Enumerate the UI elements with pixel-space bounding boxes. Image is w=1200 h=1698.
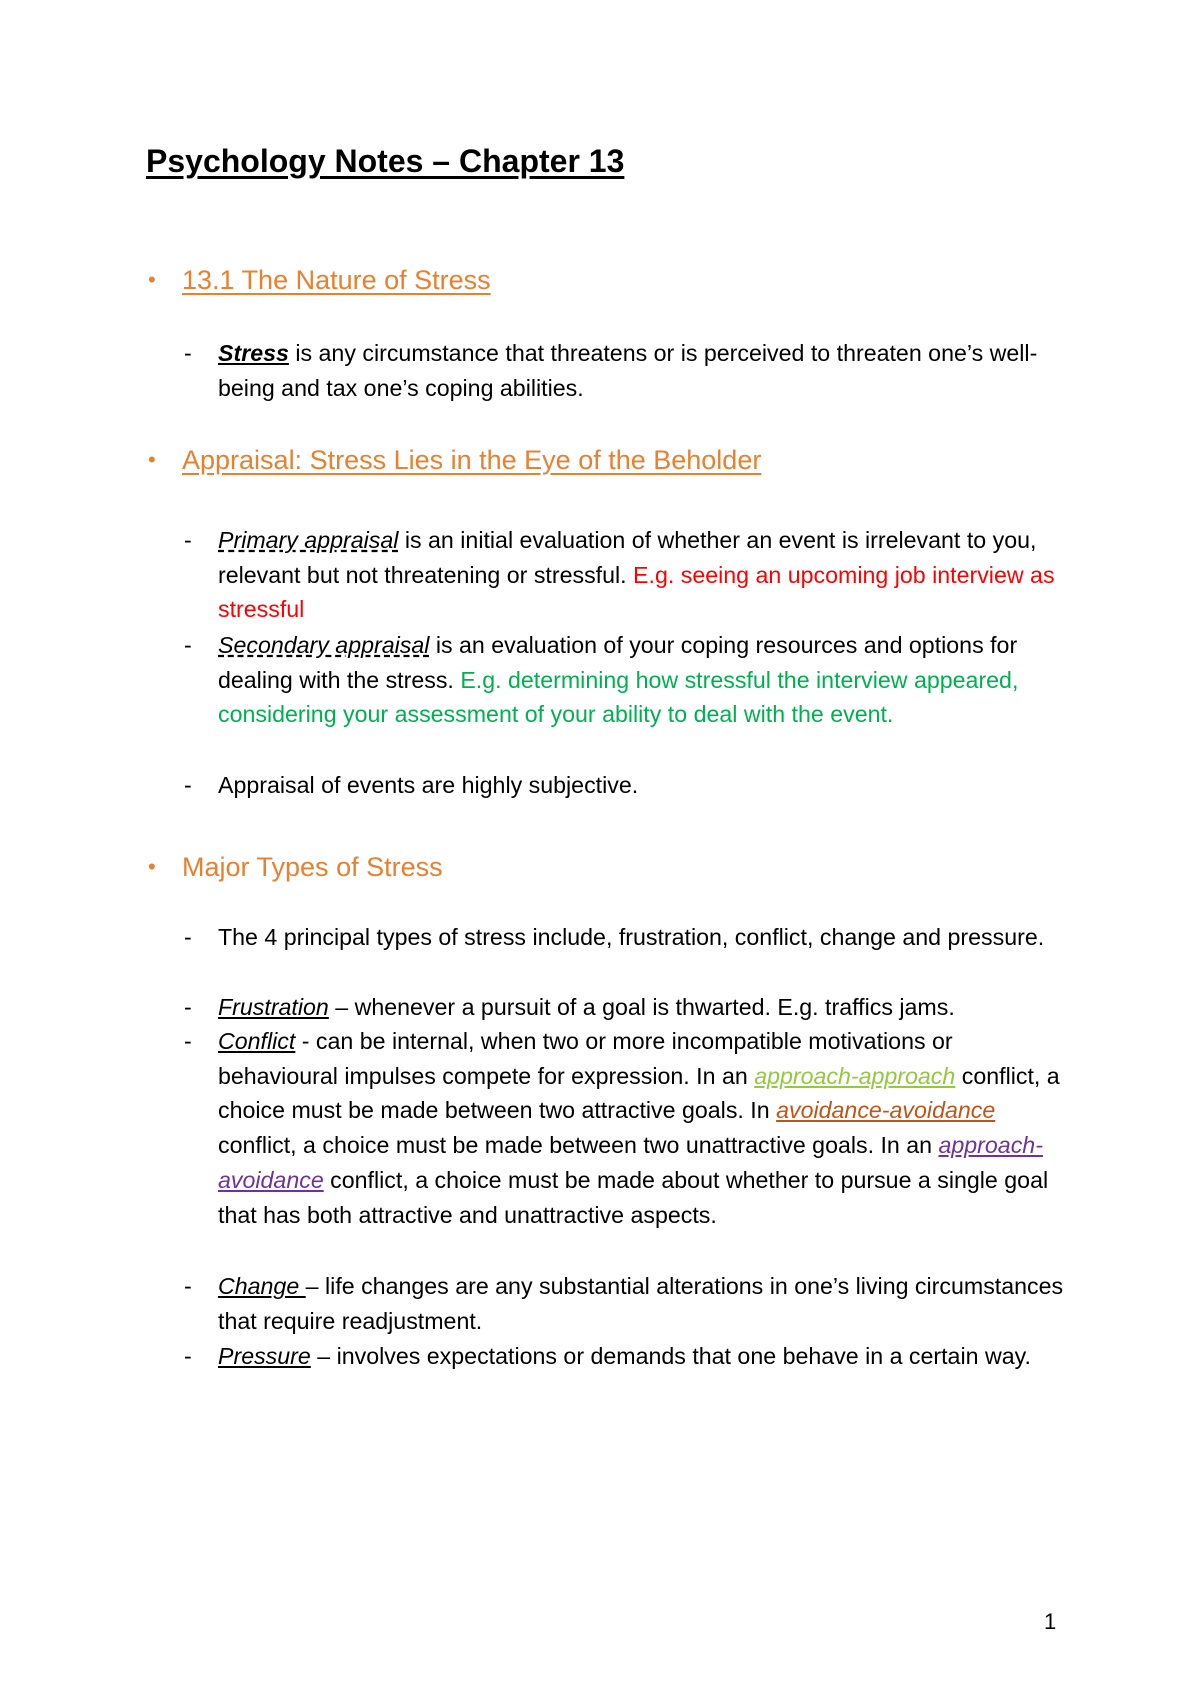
item-text: – involves expectations or demands that one behave in a certain way. <box>310 1343 1031 1369</box>
term-avoidance-avoidance: avoidance-avoidance <box>776 1097 996 1124</box>
term-frustration: Frustration <box>218 994 329 1020</box>
item-text: – whenever a pursuit of a goal is thwarted. E.g. traffics jams. <box>328 994 955 1020</box>
item-text: conflict, a choice must be made about whether to pursue a single goal that has both attractive and unattractive aspects. <box>218 1166 1049 1228</box>
list-item-frustration <box>184 990 1078 1025</box>
item-text: is an initial evaluation of whether an event is irrelevant to you, relevant but not threatening or stressful. <box>218 527 1037 588</box>
list-item-conflict <box>184 1024 1078 1232</box>
list-item-primary-appraisal <box>184 523 1078 627</box>
item-text: Appraisal of events are highly subjective. <box>218 772 639 798</box>
list-item-change <box>184 1269 1078 1338</box>
term-stress: Stress <box>218 340 289 366</box>
term-primary-appraisal: Primary appraisal <box>218 527 399 553</box>
dash-marker: - <box>184 994 192 1020</box>
bullet-icon: • <box>148 267 156 292</box>
term-secondary-appraisal: Secondary appraisal <box>218 632 430 658</box>
item-text: conflict, a choice must be made between two unattractive goals. In an <box>218 1132 939 1159</box>
section-heading-major-types <box>148 849 443 885</box>
dash-marker: - <box>184 1028 192 1054</box>
section-heading-text: Major Types of Stress <box>182 852 443 882</box>
item-text: - can be internal, when two or more incompatible motivations or behavioural impulses compete for expression. In an <box>218 1028 953 1089</box>
list-item-pressure <box>184 1339 1078 1374</box>
section-heading-appraisal <box>148 442 762 478</box>
list-item-principal-types <box>184 920 1078 955</box>
dash-marker: - <box>184 924 192 950</box>
dash-marker: - <box>184 527 192 553</box>
list-item-stress-definition <box>184 336 1078 405</box>
example-text: E.g. seeing an upcoming job interview as stressful <box>218 561 1055 623</box>
item-text: The 4 principal types of stress include, frustration, conflict, change and pressure. <box>218 924 1045 950</box>
dash-marker: - <box>184 632 192 658</box>
section-heading-nature-of-stress <box>148 262 491 298</box>
term-change: Change <box>218 1273 306 1299</box>
section-heading-text: Appraisal: Stress Lies in the Eye of the Beholder <box>182 445 762 475</box>
dash-marker: - <box>184 1343 192 1369</box>
item-text: is any circumstance that threatens or is perceived to threaten one’s well-being and tax one’s coping abilities. <box>218 340 1038 401</box>
term-pressure: Pressure <box>218 1343 311 1369</box>
page-title: Psychology Notes – Chapter 13 <box>146 143 625 179</box>
dash-marker: - <box>184 772 192 798</box>
term-approach-approach: approach-approach <box>754 1062 956 1089</box>
example-text: E.g. determining how stressful the interview appeared, considering your assessment of your ability to deal with the event. <box>218 666 1019 728</box>
dash-marker: - <box>184 340 192 366</box>
term-conflict: Conflict <box>218 1028 296 1054</box>
item-text: – life changes are any substantial alterations in one’s living circumstances that require readjustment. <box>218 1273 1064 1334</box>
bullet-icon: • <box>148 447 156 472</box>
term-approach-avoidance: approach-avoidance <box>218 1132 1043 1193</box>
item-text: conflict, a choice must be made between two attractive goals. In <box>218 1062 1060 1124</box>
item-text: is an evaluation of your coping resources and options for dealing with the stress. <box>218 632 1018 693</box>
dash-marker: - <box>184 1273 192 1299</box>
section-heading-text: 13.1 The Nature of Stress <box>182 265 491 295</box>
bullet-icon: • <box>148 854 156 879</box>
list-item-secondary-appraisal <box>184 628 1078 732</box>
page-number: 1 <box>1044 1609 1057 1634</box>
list-item-subjective <box>184 768 1078 803</box>
